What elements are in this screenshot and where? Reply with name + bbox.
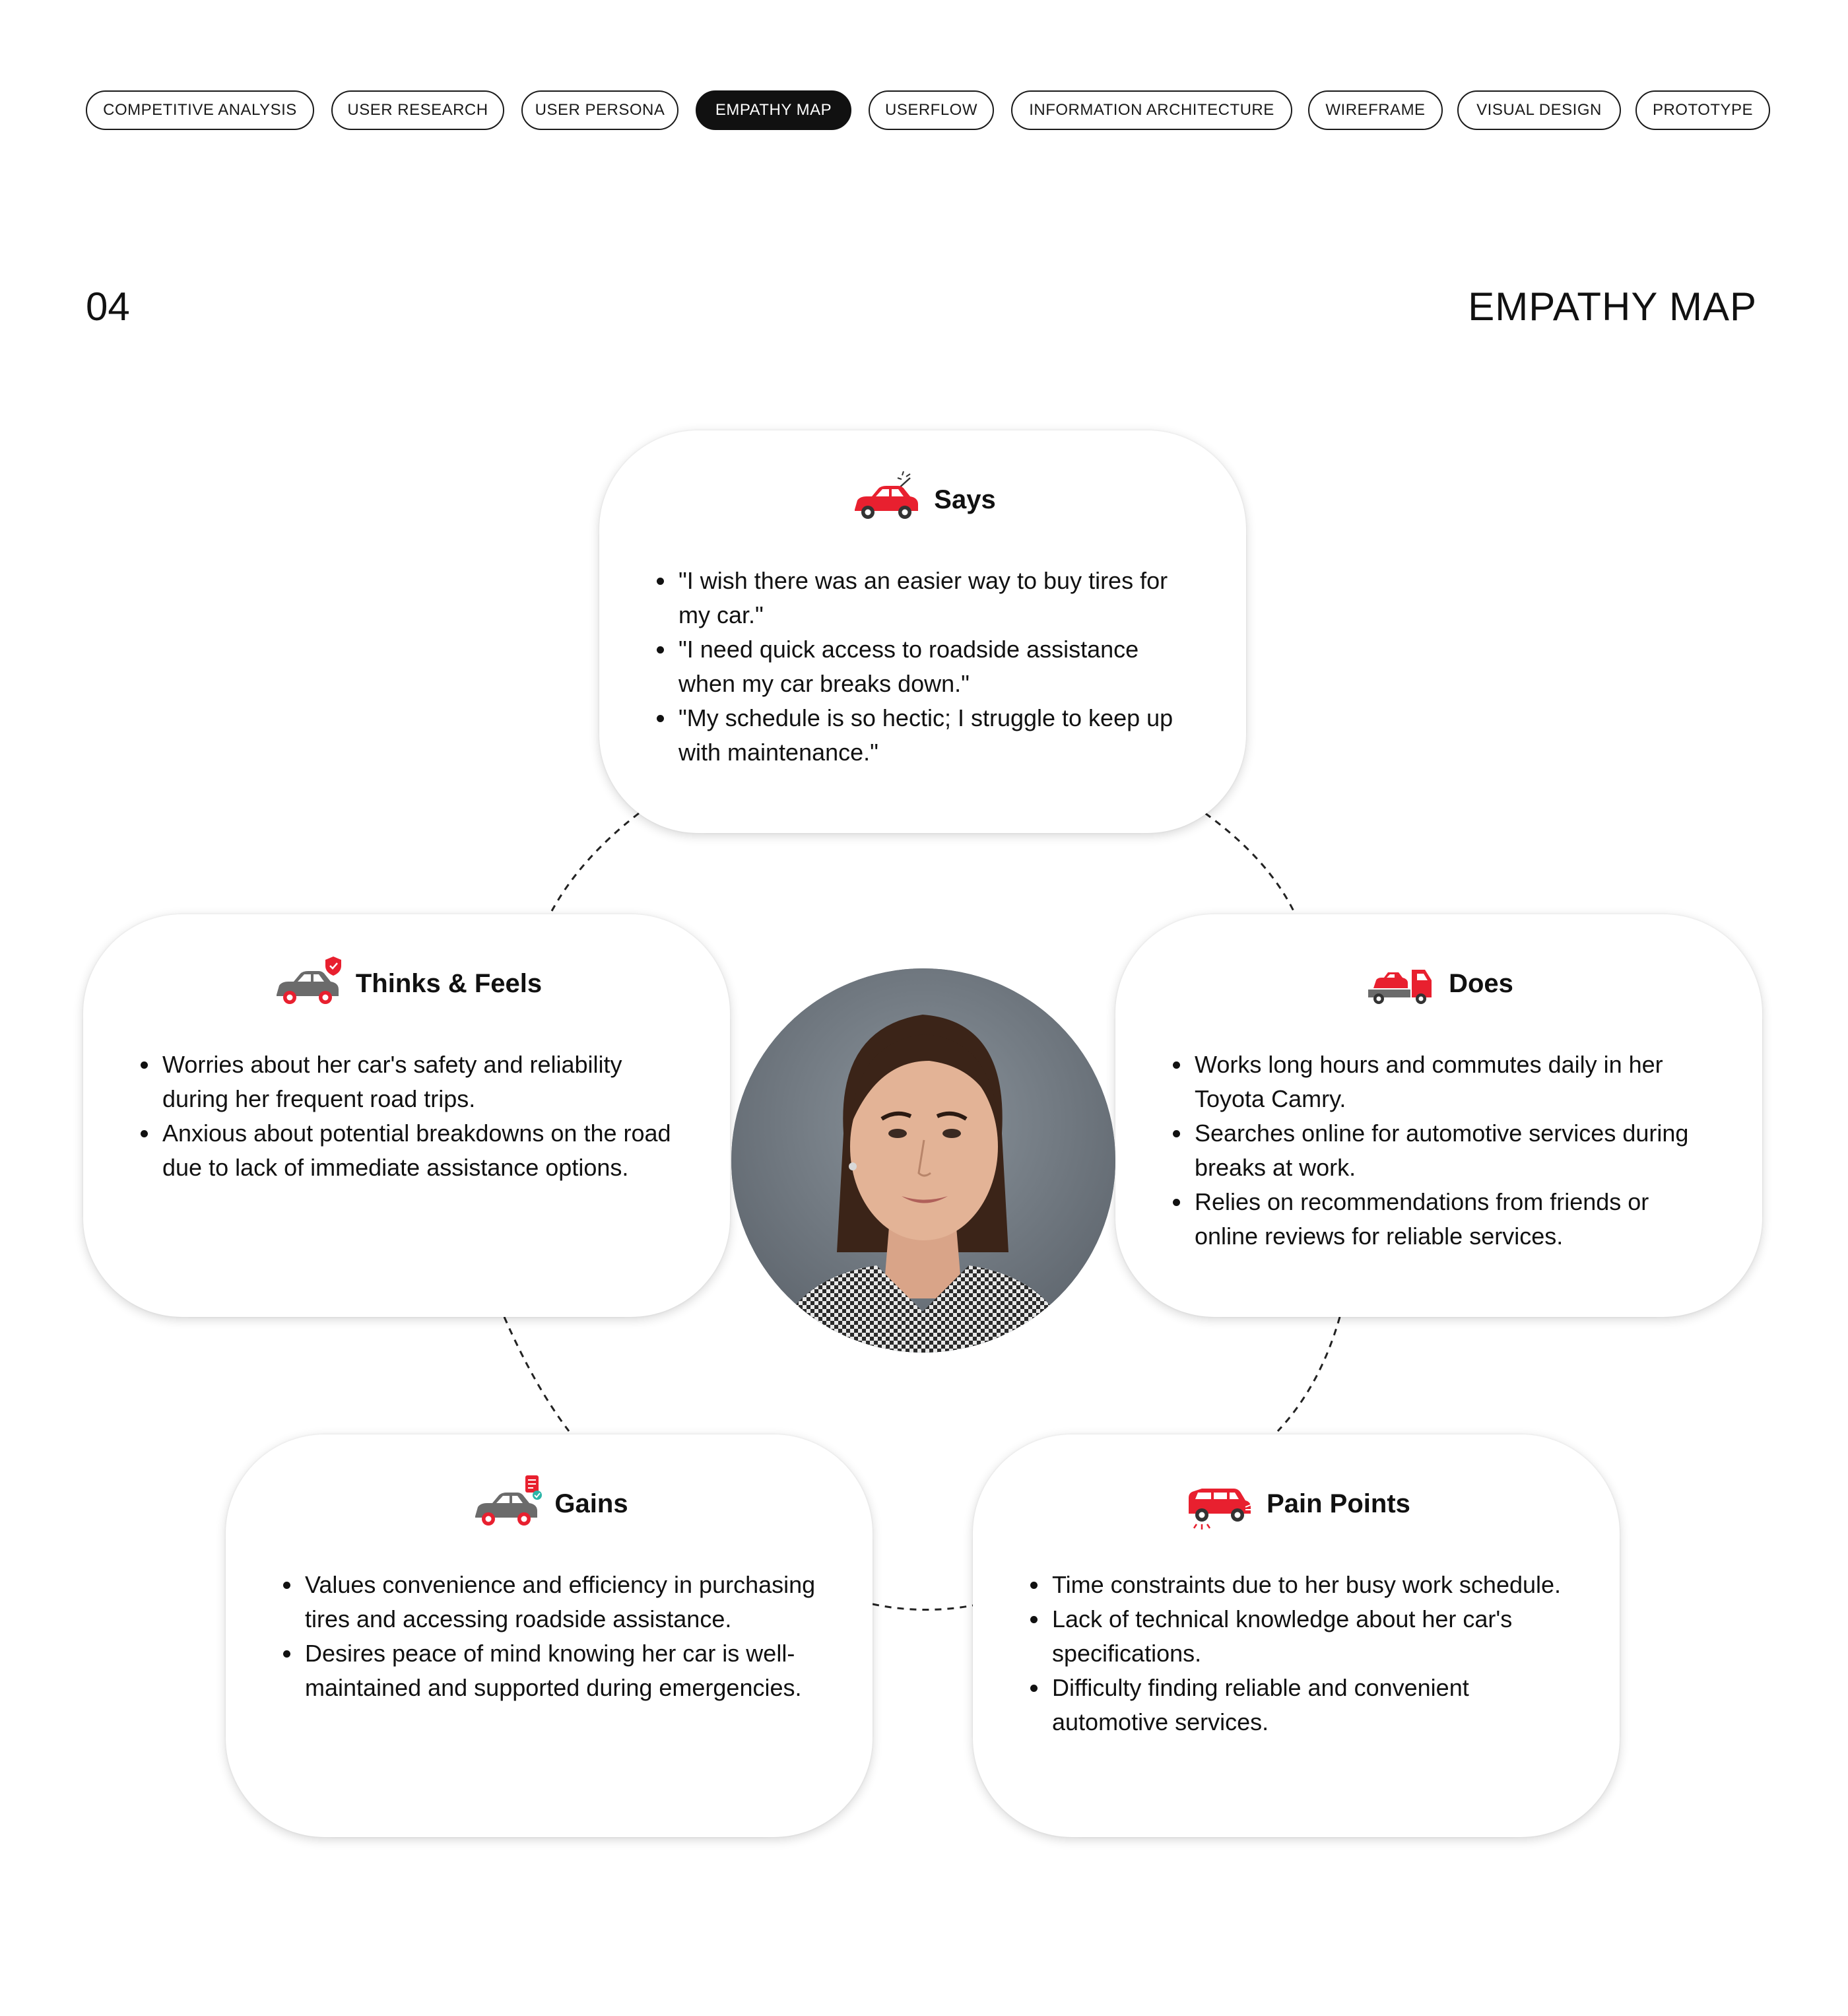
list-item: • Difficulty finding reliable and convenient automotive services. [1049,1671,1567,1739]
section-title: EMPATHY MAP [1468,285,1757,329]
card-pain-points-list [1026,1568,1567,1739]
card-thinks-feels-list [136,1048,677,1185]
card-does [1115,914,1762,1317]
card-pain-points-title: Pain Points [1267,1489,1410,1518]
list-item: • Time constraints due to her busy work schedule. [1049,1568,1567,1602]
connector-says-thinks [552,813,639,911]
car-hood-open-icon [849,470,922,529]
connector-thinks-gains [504,1317,569,1431]
tab-user-research[interactable]: USER RESEARCH [331,90,504,130]
persona-avatar [731,968,1115,1353]
tab-userflow[interactable]: USERFLOW [869,90,994,130]
list-item: • Lack of technical knowledge about her car's specifications. [1049,1602,1567,1671]
card-thinks-feels [83,914,730,1317]
card-says [599,430,1246,833]
card-does-title: Does [1449,968,1513,998]
tab-empathy-map[interactable]: EMPATHY MAP [696,90,851,130]
card-says-title: Says [934,485,996,514]
list-item: • Worries about her car's safety and reliability during her frequent road trips. [160,1048,677,1116]
tab-user-persona[interactable]: USER PERSONA [521,90,678,130]
card-does-list [1168,1048,1709,1254]
card-pain-points [973,1434,1620,1837]
tab-information-architecture[interactable]: INFORMATION ARCHITECTURE [1011,90,1292,130]
connector-gains-pain [873,1604,973,1610]
list-item: • Works long hours and commutes daily in her Toyota Camry. [1192,1048,1709,1116]
list-item: • Desires peace of mind knowing her car is well-maintained and supported during emergencies. [302,1636,820,1705]
car-checklist-icon [470,1474,543,1533]
tab-competitive-analysis[interactable]: COMPETITIVE ANALYSIS [86,90,314,130]
persona-portrait [731,968,1115,1353]
section-number: 04 [86,285,130,329]
suv-breakdown-icon [1182,1474,1255,1533]
card-gains-title: Gains [554,1489,628,1518]
list-item: • Relies on recommendations from friends or online reviews for reliable services. [1192,1185,1709,1254]
list-item: • "I need quick access to roadside assistance when my car breaks down." [676,632,1193,701]
list-item: • "I wish there was an easier way to buy tires for my car." [676,564,1193,632]
connector-does-pain [1278,1317,1340,1431]
list-item: • "My schedule is so hectic; I struggle to keep up with maintenance." [676,701,1193,770]
tab-prototype[interactable]: PROTOTYPE [1635,90,1770,130]
list-item: • Anxious about potential breakdowns on the road due to lack of immediate assistance options. [160,1116,677,1185]
card-thinks-feels-title: Thinks & Feels [355,968,543,998]
tab-wireframe[interactable]: WIREFRAME [1308,90,1443,130]
tow-truck-icon [1364,954,1437,1013]
list-item: • Values convenience and efficiency in purchasing tires and accessing roadside assistance. [302,1568,820,1636]
card-gains [226,1434,873,1837]
list-item: • Searches online for automotive services during breaks at work. [1192,1116,1709,1185]
tab-visual-design[interactable]: VISUAL DESIGN [1457,90,1621,130]
card-says-list [652,564,1193,770]
car-shield-icon [271,954,344,1013]
connector-says-does [1205,813,1294,911]
card-gains-list [279,1568,820,1705]
